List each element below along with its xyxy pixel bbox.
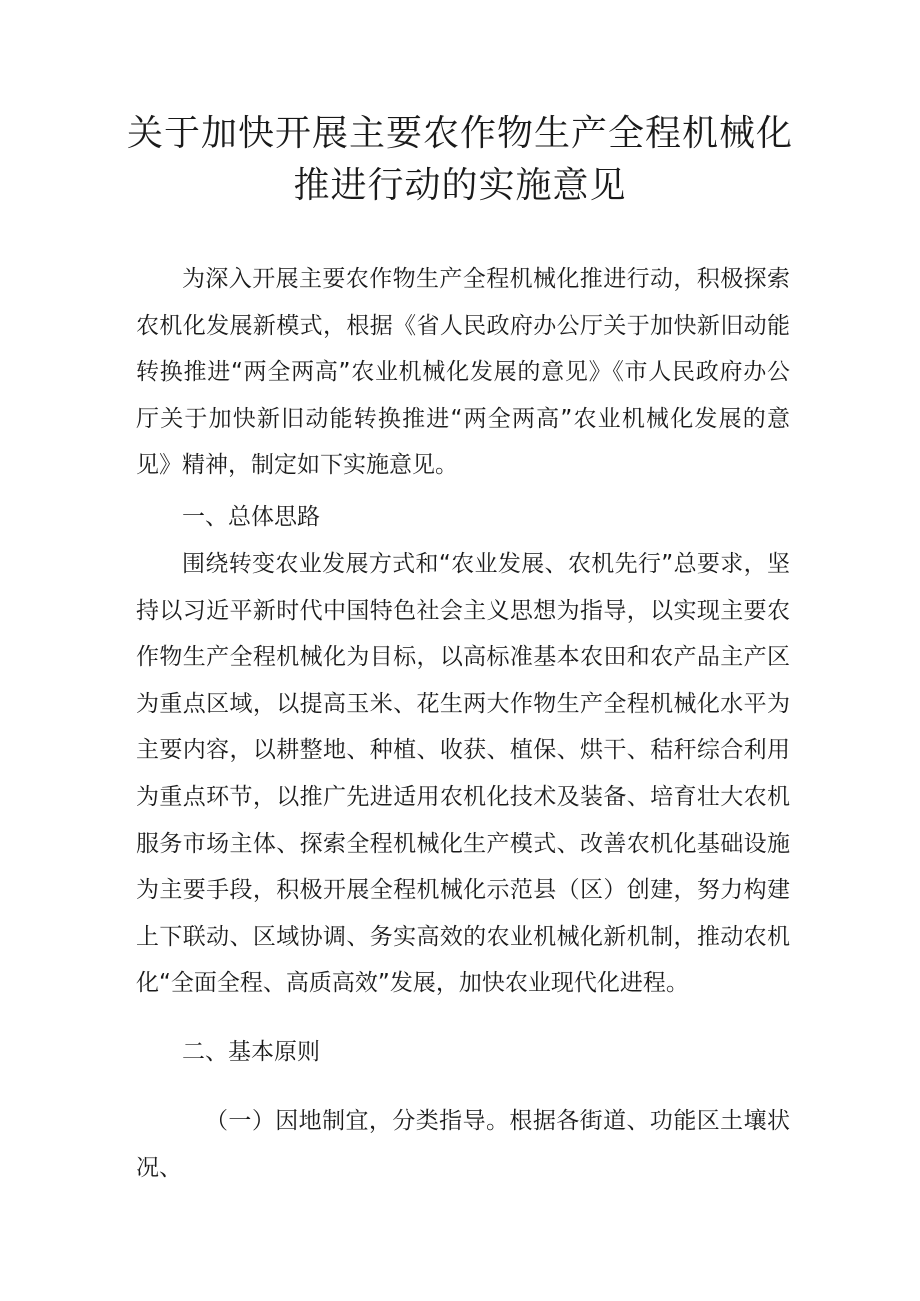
section-1-paragraph: 围绕转变农业发展方式和“农业发展、农机先行”总要求，坚持以习近平新时代中国特色社会主义思想为指导，以实现主要农作物生产全程机械化为目标，以高标准基本农田和农产品主产区为重点区域，以提高玉米、花生两大作物生产全程机械化水平为主要内容，以耕整地、种植、收获、植保、烘干、秸秆综合利用为重点环节，以推广先进适用农机化技术及装备、培育壮大农机服务市场主体、探索全程机械化生产模式、改善农机化基础设施为主要手段，积极开展全程机械化示范县（区）创建，努力构建上下联动、区域协调、务实高效的农业机械化新机制，推动农机化“全面全程、高质高效”发展，加快农业现代化进程。 — [136, 551, 790, 997]
intro-paragraph: 为深入开展主要农作物生产全程机械化推进行动，积极探索农机化发展新模式，根据《省人民政府办公厅关于加快新旧动能转换推进“两全两高”农业机械化发展的意见》《市人民政府办公厅关于加快新旧动能转换推进“两全两高”农业机械化发展的意见》精神，制定如下实施意见。 — [136, 266, 790, 479]
document-title-line-1: 关于加快开展主要农作物生产全程机械化 — [126, 113, 793, 154]
section-1-heading: 一、总体思路 — [182, 504, 320, 530]
section-2-heading: 二、基本原则 — [182, 1039, 320, 1065]
section-2-item-1: （一）因地制宜，分类指导。根据各街道、功能区土壤状况、 — [136, 1108, 790, 1181]
document-title-line-2: 推进行动的实施意见 — [293, 165, 627, 206]
